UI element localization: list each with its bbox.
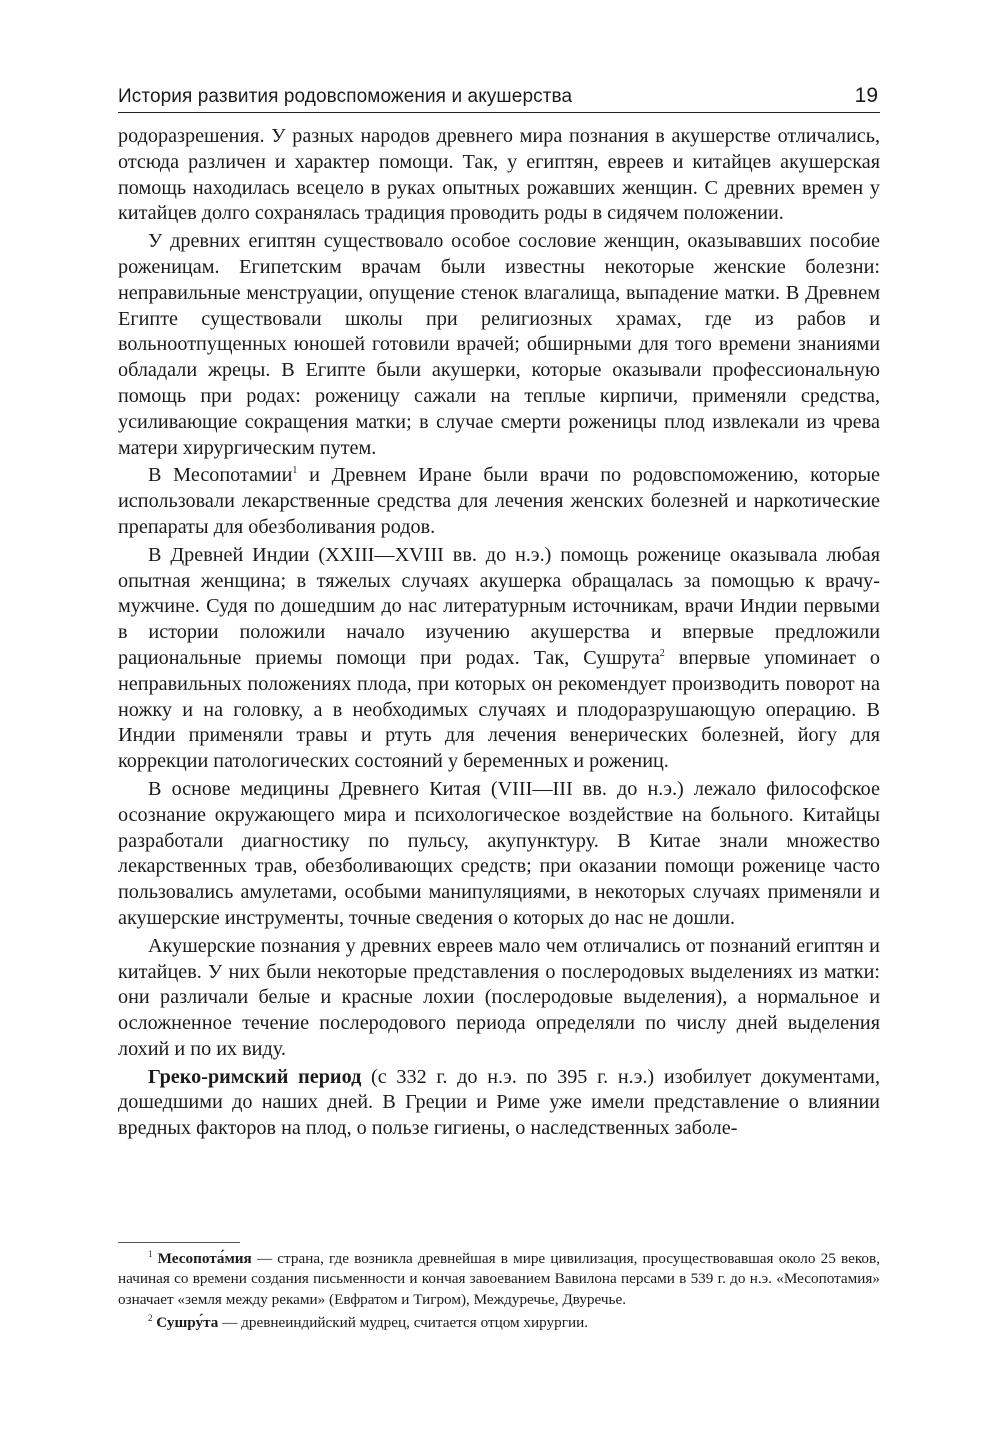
paragraph-text: родоразрешения. У разных народов древнего мира познания в акушерстве отличались, отсюда различен и характер помощи. Так, у египтян, евреев и китайцев акушерская помощь находилась всецело в руках опытных рожавших женщин. С древних времен у китайцев долго сохранялась традиция проводить роды в сидячем положении. [118,125,880,225]
paragraph [118,229,880,461]
paragraph-text: В Древней Индии (XXIII—XVIII вв. до н.э.) помощь роженице оказывала любая опытная женщина; в тяжелых случаях акушерка обращалась за помощью к врачу-мужчине. Судя по дошедшим до нас литературным источникам, врачи Индии первыми в истории положили начало изучению акушерства и впервые предложили рациональные приемы помощи при родах. Так, Сушрута [118,543,880,669]
paragraph [118,777,880,932]
footnote-divider [118,1242,240,1243]
paragraph [118,543,880,775]
paragraph-text: и Древнем Иране были врачи по родовспоможению, которые использовали лекарственные средства для лечения женских болезней и наркотические препараты для обезболивания родов. [118,464,880,538]
footnote-text: — древнеиндийский мудрец, считается отцом хирургии. [218,1314,589,1332]
paragraph [118,124,880,227]
footnote [118,1313,880,1333]
main-text [118,124,880,1142]
footnote-mark: 1 [148,1249,153,1259]
paragraph [118,1065,880,1142]
paragraph-text: У древних египтян существовало особое сословие женщин, оказывавших пособие роженицам. Египетским врачам были известны некоторые женские болезни: неправильные менструации, опущение стенок влагалища, выпадение матки. В Древнем Египте существовали школы при религиозных храмах, где из рабов и вольноотпущенных юношей готовили врачей; обширными для того времени знаниями обладали жрецы. В Египте были акушерки, которые оказывали профессиональную помощь при родах: роженицу сажали на теплые кирпичи, применяли средства, усиливающие сокращения матки; в случае смерти роженицы плод извлекали из чрева матери хирургическим путем. [118,230,880,459]
paragraph-text: впервые упоминает о неправильных положениях плода, при которых он рекомендует производить поворот на ножку и на головку, а в необходимых случаях и плодоразрушающую операцию. В Индии применяли травы и ртуть для лечения венерических болезней, йогу для коррекции патологических состояний у беременных и рожениц. [118,646,880,773]
paragraph-text: (с 332 г. до н.э. по 395 г. н.э.) изобилует документами, дошедшими до наших дней. В Греции и Риме уже имели представление о влиянии вредных факторов на плод, о пользе гигиены, о наследственных заболе- [118,1065,880,1140]
footnote-ref[interactable]: 1 [292,465,298,477]
footnote-term: Месопота́мия [157,1250,252,1267]
period-heading: Греко-римский период [148,1065,362,1088]
footnote-ref[interactable]: 2 [659,647,665,659]
paragraph-text: В Месопотамии [148,464,293,487]
page-number: 19 [854,84,878,107]
footnote-text: — страна, где возникла древнейшая в мире цивилизация, просуществовавшая около 25 веков, начиная со времени создания письменности и кончая завоеванием Вавилона персами в 539 г. до н.э. «Месопотамия» означает «земля между реками» (Евфратом и Тигром), Междуречье, Двуречье. [118,1250,880,1308]
paragraph-text: Акушерские познания у древних евреев мало чем отличались от познаний египтян и китайцев. У них были некоторые представления о послеродовых выделениях из матки: они различали белые и красные лохии (послеродовые выделения), а нормальное и осложненное течение послеродового периода определяли по числу дней выделения лохий и по их виду. [118,934,880,1060]
paragraph [118,934,880,1063]
footnotes [118,1249,880,1334]
running-header [118,76,880,113]
paragraph [118,463,880,540]
footnote [118,1249,880,1310]
footnote-mark: 2 [148,1313,153,1324]
running-title: История развития родовспоможения и акушерства [118,86,573,107]
paragraph-text: В основе медицины Древнего Китая (VIII—III вв. до н.э.) лежало философское осознание окружающего мира и психологическое воздействие на больного. Китайцы разработали диагностику по пульсу, акупунктуру. В Китае знали множество лекарственных трав, обезболивающих средств; при оказании помощи роженице часто пользовались амулетами, особыми манипуляциями, в некоторых случаях применяли и акушерские инструменты, точные сведения о которых до нас не дошли. [118,777,880,929]
footnote-term: Сушру́та [156,1314,219,1332]
